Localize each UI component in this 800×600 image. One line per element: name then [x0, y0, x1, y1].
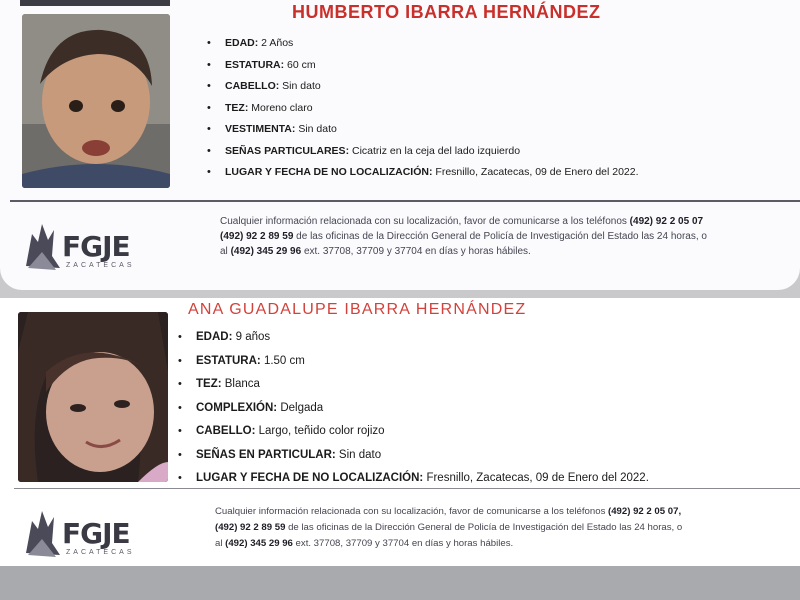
person-name: ANA GUADALUPE IBARRA HERNÁNDEZ [188, 301, 527, 318]
detail-hair: • CABELLO: Largo, teñido color rojizo [176, 424, 649, 448]
photo-ana [18, 312, 168, 482]
logo-subtitle: ZACATECAS [66, 262, 135, 269]
detail-age: • EDAD: 9 años [176, 330, 649, 354]
previous-photo-edge [20, 0, 170, 6]
missing-person-poster-humberto [0, 0, 800, 290]
contact-line-2: (492) 92 2 89 59 de las oficinas de la Dirección General de Policía de Investigación del Estado las 24 horas, o [215, 522, 683, 533]
detail-age: • EDAD: 2 Años [205, 36, 639, 58]
detail-height: • ESTATURA: 60 cm [205, 58, 639, 80]
child-portrait-image [18, 312, 168, 482]
fgje-emblem-icon [22, 216, 64, 272]
contact-line-3: al (492) 345 29 96 ext. 37708, 37709 y 37704 en días y horas hábiles. [215, 538, 514, 549]
bottom-band [0, 566, 800, 600]
detail-height: • ESTATURA: 1.50 cm [176, 354, 649, 378]
details-list [176, 330, 649, 495]
details-list [205, 36, 639, 187]
detail-build: • COMPLEXIÓN: Delgada [176, 401, 649, 425]
fgje-emblem-icon [22, 503, 64, 559]
contact-line-1: Cualquier información relacionada con su localización, favor de comunicarse a los teléfonos (492) 92 2 05 07 [220, 216, 704, 227]
missing-person-poster-ana [0, 298, 800, 566]
contact-line-2: (492) 92 2 89 59 de las oficinas de la Dirección General de Policía de Investigación del Estado las 24 horas, o [220, 231, 707, 242]
logo-subtitle: ZACATECAS [66, 549, 135, 556]
photo-humberto [22, 14, 170, 188]
logo-letters: FGJE [62, 230, 130, 263]
divider [14, 488, 800, 489]
detail-complexion-skin: • TEZ: Moreno claro [205, 101, 639, 123]
contact-info [215, 504, 800, 552]
person-name: HUMBERTO IBARRA HERNÁNDEZ [292, 2, 601, 22]
detail-distinguishing-marks: • SEÑAS PARTICULARES: Cicatriz en la ceja del lado izquierdo [205, 144, 639, 166]
detail-place-date: • LUGAR Y FECHA DE NO LOCALIZACIÓN: Fresnillo, Zacatecas, 09 de Enero del 2022. [176, 471, 649, 495]
child-portrait-image [22, 14, 170, 188]
contact-line-3: al (492) 345 29 96 ext. 37708, 37709 y 37704 en días y horas hábiles. [220, 246, 531, 257]
logo-letters: FGJE [62, 517, 130, 550]
contact-info [220, 214, 800, 259]
detail-hair: • CABELLO: Sin dato [205, 79, 639, 101]
detail-clothing: • VESTIMENTA: Sin dato [205, 122, 639, 144]
detail-distinguishing-marks: • SEÑAS EN PARTICULAR: Sin dato [176, 448, 649, 472]
detail-place-date: • LUGAR Y FECHA DE NO LOCALIZACIÓN: Fresnillo, Zacatecas, 09 de Enero del 2022. [205, 165, 639, 187]
fgje-logo [22, 216, 152, 278]
contact-line-1: Cualquier información relacionada con su localización, favor de comunicarse a los teléfonos (492) 92 2 05 07, [215, 506, 682, 517]
detail-skin: • TEZ: Blanca [176, 377, 649, 401]
divider [10, 200, 800, 202]
fgje-logo [22, 503, 152, 563]
